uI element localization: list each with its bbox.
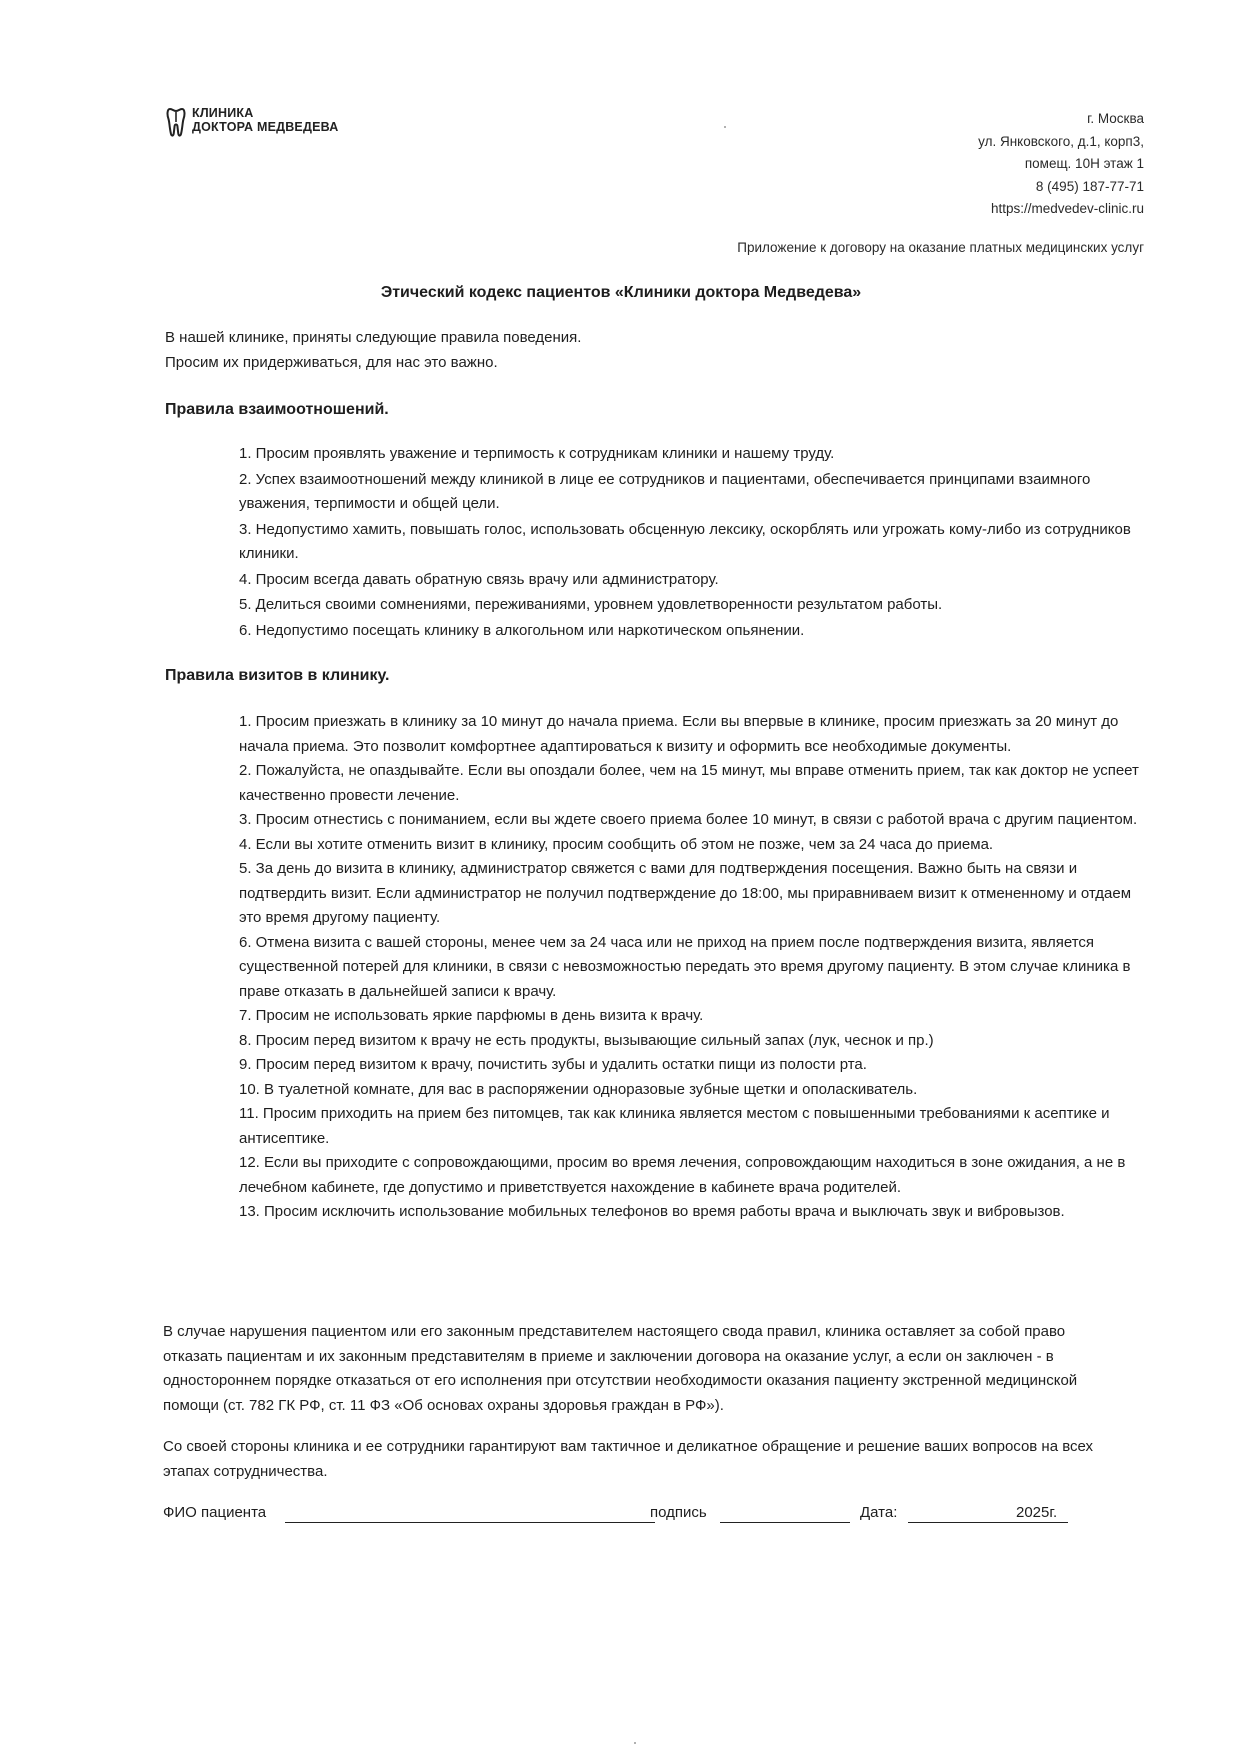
list-item: 6. Недопустимо посещать клинику в алкогольном или наркотическом опьянении. — [239, 621, 805, 639]
list-item: 6. Отмена визита с вашей стороны, менее чем за 24 часа или не приход на прием после подтверждения визита, является существенной потерей для клиники, в связи с невозможностью передать это время другому пациенту. В этом случае клиника в праве отказать в дальнейшей записи к врачу. — [239, 933, 1131, 1000]
tooth-icon — [166, 106, 186, 138]
intro-line-2: Просим их придерживаться, для нас это важно. — [165, 354, 498, 371]
date-label: Дата: — [860, 1504, 898, 1521]
address-room: помещ. 10Н этаж 1 — [1024, 156, 1144, 171]
list-item: 9. Просим перед визитом к врачу, почистить зубы и удалить остатки пищи из полости рта. — [239, 1056, 867, 1073]
address-website: https://medvedev-clinic.ru — [990, 201, 1144, 216]
date-line[interactable] — [908, 1522, 1068, 1523]
clinic-address — [978, 108, 1144, 221]
year-text: 2025г. — [1016, 1504, 1058, 1521]
section-relations-title: Правила взаимоотношений. — [165, 401, 389, 418]
list-item: 4. Если вы хотите отменить визит в клинику, просим сообщить об этом не позже, чем за 24 часа до приема. — [239, 835, 994, 853]
signature-line[interactable] — [720, 1522, 850, 1523]
list-item: 1. Просим проявлять уважение и терпимость к сотрудникам клиники и нашему труду. — [239, 445, 835, 462]
list-item: 3. Недопустимо хамить, повышать голос, использовать обсценную лексику, оскорблять или угрожать кому-либо из сотрудников клиники. — [239, 520, 1131, 562]
scan-speck — [634, 1742, 636, 1744]
list-item: 8. Просим перед визитом к врачу не есть продукты, вызывающие сильный запах (лук, чеснок и пр.) — [239, 1031, 934, 1049]
list-item: 4. Просим всегда давать обратную связь врачу или администратору. — [239, 570, 719, 588]
list-item: 5. Делиться своими сомнениями, переживаниями, уровнем удовлетворенности результатом работы. — [239, 596, 943, 613]
list-item: 5. За день до визита в клинику, администратор свяжется с вами для подтверждения посещения. Важно быть на связи и подтвердить визит. Если администратор не получил подтверждение до 18:00, мы приравниваем визит к отмененному и отдаем это время другому пациенту. — [239, 860, 1132, 926]
address-phone: 8 (495) 187-77-71 — [1035, 178, 1144, 194]
patient-name-line[interactable] — [285, 1522, 655, 1523]
list-item: 13. Просим исключить использование мобильных телефонов во время работы врача и выключать звук и вибровызов. — [239, 1203, 1065, 1220]
list-item: 10. В туалетной комнате, для вас в распоряжении одноразовые зубные щетки и ополаскиватель. — [239, 1080, 918, 1098]
section-visits-title: Правила визитов в клинику. — [165, 667, 390, 684]
intro-line-1: В нашей клинике, приняты следующие правила поведения. — [165, 329, 582, 346]
section-relations-list — [239, 442, 1139, 644]
list-item: 7. Просим не использовать яркие парфюмы в день визита к врачу. — [239, 1007, 704, 1024]
scan-speck — [724, 126, 726, 128]
document-title: Этический кодекс пациентов «Клиники доктора Медведева» — [380, 284, 862, 301]
patient-name-label: ФИО пациента — [163, 1504, 267, 1521]
list-item: 3. Просим отнестись с пониманием, если вы ждете своего приема более 10 минут, в связи с работой врача с другим пациентом. — [239, 811, 1138, 828]
section-visits-list — [239, 710, 1139, 1225]
list-item: 12. Если вы приходите с сопровождающими, просим во время лечения, сопровождающим находиться в зоне ожидания, а не в лечебном кабинете, где допустимо и приветствуется нахождение в кабинете врача родителей. — [239, 1154, 1126, 1196]
appendix-note: Приложение к договору на оказание платных медицинских услуг — [737, 240, 1144, 255]
address-street: ул. Янковского, д.1, корп3, — [978, 133, 1144, 149]
logo-line-2: ДОКТОРА МЕДВЕДЕВА — [192, 120, 339, 134]
violation-paragraph: В случае нарушения пациентом или его законным представителем настоящего свода правил, клиника оставляет за собой право отказать пациентам и их законным представителям в приеме и заключении договора на оказание услуг, а если он заключен - в одностороннем порядке отказаться от его исполнения при отсутствии необходимости оказания пациенту экстренной медицинской помощи (ст. 782 ГК РФ, ст. 11 ФЗ «Об основах охраны здоровья граждан в РФ»). — [163, 1323, 1078, 1414]
intro — [165, 325, 581, 375]
list-item: 2. Успех взаимоотношений между клиникой в лице ее сотрудников и пациентами, обеспечивается принципами взаимного уважения, терпимости и общей цели. — [239, 470, 1091, 512]
address-city: г. Москва — [1087, 111, 1144, 126]
list-item: 11. Просим приходить на прием без питомцев, так как клиника является местом с повышенными требованиями к асептике и антисептике. — [239, 1105, 1110, 1147]
list-item: 1. Просим приезжать в клинику за 10 минут до начала приема. Если вы впервые в клинике, просим приезжать за 20 минут до начала приема. Это позволит комфортнее адаптироваться к визиту и оформить все необходимые документы. — [239, 713, 1119, 755]
clinic-logo — [166, 106, 338, 138]
logo-line-1: КЛИНИКА — [192, 106, 254, 120]
list-item: 2. Пожалуйста, не опаздывайте. Если вы опоздали более, чем на 15 минут, мы вправе отменить прием, так как доктор не успеет качественно провести лечение. — [239, 762, 1139, 804]
signature-label: подпись — [650, 1504, 707, 1521]
guarantee-paragraph: Со своей стороны клиника и ее сотрудники гарантируют вам тактичное и деликатное обращение и решение ваших вопросов на всех этапах сотрудничества. — [163, 1438, 1094, 1480]
